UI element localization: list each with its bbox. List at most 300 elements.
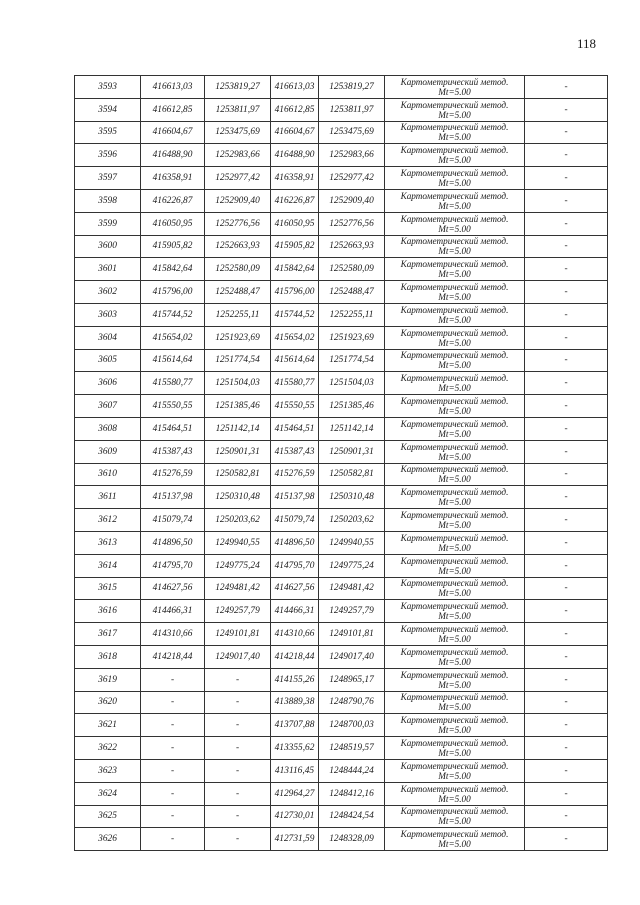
x-new-cell: 414627,56 (271, 577, 319, 600)
method-cell (385, 577, 525, 600)
y-old-cell: - (205, 828, 271, 851)
y-old-cell: 1252580,09 (205, 258, 271, 281)
y-old-cell: 1251774,54 (205, 349, 271, 372)
note-cell: - (525, 167, 608, 190)
method-cell (385, 509, 525, 532)
x-new-cell: 414466,31 (271, 600, 319, 623)
x-old-cell: 416358,91 (141, 167, 205, 190)
method-accuracy: Mt=5.00 (438, 428, 471, 439)
note-cell: - (525, 326, 608, 349)
table-row (75, 828, 608, 851)
y-old-cell: 1249017,40 (205, 645, 271, 668)
table-row (75, 235, 608, 258)
x-new-cell: 415137,98 (271, 486, 319, 509)
x-old-cell: 415387,43 (141, 440, 205, 463)
method-cell (385, 805, 525, 828)
method-cell (385, 98, 525, 121)
y-new-cell: 1248444,24 (319, 759, 385, 782)
x-new-cell: 415905,82 (271, 235, 319, 258)
x-new-cell: 415464,51 (271, 417, 319, 440)
y-new-cell: 1249940,55 (319, 531, 385, 554)
y-new-cell: 1248790,76 (319, 691, 385, 714)
coordinates-table (74, 75, 608, 851)
method-cell (385, 531, 525, 554)
y-old-cell: 1249775,24 (205, 554, 271, 577)
x-old-cell: - (141, 759, 205, 782)
note-cell: - (525, 737, 608, 760)
method-accuracy: Mt=5.00 (438, 474, 471, 485)
note-cell: - (525, 623, 608, 646)
note-cell: - (525, 782, 608, 805)
method-name: Картометрический метод. (400, 578, 509, 589)
method-cell (385, 828, 525, 851)
y-new-cell: 1252488,47 (319, 281, 385, 304)
x-old-cell: 415550,55 (141, 395, 205, 418)
table-row (75, 281, 608, 304)
y-old-cell: 1252909,40 (205, 189, 271, 212)
y-new-cell: 1249775,24 (319, 554, 385, 577)
point-number-cell: 3616 (75, 600, 141, 623)
note-cell: - (525, 121, 608, 144)
x-new-cell: 416613,03 (271, 76, 319, 99)
table-row (75, 463, 608, 486)
x-old-cell: 415276,59 (141, 463, 205, 486)
method-cell (385, 189, 525, 212)
y-new-cell: 1250203,62 (319, 509, 385, 532)
method-name: Картометрический метод. (400, 806, 509, 817)
table-row (75, 121, 608, 144)
note-cell: - (525, 577, 608, 600)
table-row (75, 144, 608, 167)
method-accuracy: Mt=5.00 (438, 656, 471, 667)
point-number-cell: 3624 (75, 782, 141, 805)
x-new-cell: 415842,64 (271, 258, 319, 281)
page-number: 118 (576, 36, 596, 51)
x-new-cell: 415744,52 (271, 303, 319, 326)
x-new-cell: 415614,64 (271, 349, 319, 372)
table-row (75, 531, 608, 554)
method-name: Картометрический метод. (400, 418, 509, 429)
method-cell (385, 121, 525, 144)
y-new-cell: 1251142,14 (319, 417, 385, 440)
point-number-cell: 3611 (75, 486, 141, 509)
y-old-cell: 1250310,48 (205, 486, 271, 509)
x-new-cell: 414218,44 (271, 645, 319, 668)
method-name: Картометрический метод. (400, 396, 509, 407)
point-number-cell: 3625 (75, 805, 141, 828)
x-new-cell: 415276,59 (271, 463, 319, 486)
table-row (75, 509, 608, 532)
y-new-cell: 1252909,40 (319, 189, 385, 212)
note-cell: - (525, 189, 608, 212)
x-new-cell: 416358,91 (271, 167, 319, 190)
method-cell (385, 303, 525, 326)
x-new-cell: 415580,77 (271, 372, 319, 395)
note-cell: - (525, 98, 608, 121)
y-new-cell: 1248412,16 (319, 782, 385, 805)
x-old-cell: 415744,52 (141, 303, 205, 326)
method-accuracy: Mt=5.00 (438, 109, 471, 120)
method-name: Картометрический метод. (400, 532, 509, 543)
method-cell (385, 144, 525, 167)
y-old-cell: 1250203,62 (205, 509, 271, 532)
method-cell (385, 258, 525, 281)
point-number-cell: 3596 (75, 144, 141, 167)
y-new-cell: 1248965,17 (319, 668, 385, 691)
note-cell: - (525, 691, 608, 714)
point-number-cell: 3597 (75, 167, 141, 190)
y-new-cell: 1248328,09 (319, 828, 385, 851)
method-cell (385, 417, 525, 440)
table-row (75, 212, 608, 235)
method-accuracy: Mt=5.00 (438, 314, 471, 325)
note-cell: - (525, 258, 608, 281)
point-number-cell: 3604 (75, 326, 141, 349)
x-old-cell: - (141, 714, 205, 737)
point-number-cell: 3617 (75, 623, 141, 646)
y-new-cell: 1253811,97 (319, 98, 385, 121)
method-accuracy: Mt=5.00 (438, 451, 471, 462)
y-new-cell: 1248700,03 (319, 714, 385, 737)
x-old-cell: 414218,44 (141, 645, 205, 668)
table-row (75, 805, 608, 828)
y-new-cell: 1252977,42 (319, 167, 385, 190)
x-old-cell: 415464,51 (141, 417, 205, 440)
table-row (75, 737, 608, 760)
point-number-cell: 3622 (75, 737, 141, 760)
y-new-cell: 1249257,79 (319, 600, 385, 623)
method-cell (385, 714, 525, 737)
method-name: Картометрический метод. (400, 259, 509, 270)
y-old-cell: 1250582,81 (205, 463, 271, 486)
point-number-cell: 3621 (75, 714, 141, 737)
note-cell: - (525, 372, 608, 395)
method-accuracy: Mt=5.00 (438, 725, 471, 736)
note-cell: - (525, 281, 608, 304)
method-accuracy: Mt=5.00 (438, 86, 471, 97)
x-old-cell: 415654,02 (141, 326, 205, 349)
point-number-cell: 3595 (75, 121, 141, 144)
point-number-cell: 3626 (75, 828, 141, 851)
method-cell (385, 235, 525, 258)
method-name: Картометрический метод. (400, 122, 509, 133)
x-new-cell: 416050,95 (271, 212, 319, 235)
y-new-cell: 1250582,81 (319, 463, 385, 486)
method-name: Картометрический метод. (400, 669, 509, 680)
method-name: Картометрический метод. (400, 624, 509, 635)
method-name: Картометрический метод. (400, 327, 509, 338)
x-new-cell: 414896,50 (271, 531, 319, 554)
method-name: Картометрический метод. (400, 99, 509, 110)
point-number-cell: 3593 (75, 76, 141, 99)
x-new-cell: 413889,38 (271, 691, 319, 714)
note-cell: - (525, 440, 608, 463)
x-old-cell: 414466,31 (141, 600, 205, 623)
point-number-cell: 3610 (75, 463, 141, 486)
x-old-cell: 415137,98 (141, 486, 205, 509)
method-accuracy: Mt=5.00 (438, 246, 471, 257)
y-new-cell: 1252580,09 (319, 258, 385, 281)
method-name: Картометрический метод. (400, 236, 509, 247)
y-old-cell: 1253819,27 (205, 76, 271, 99)
x-old-cell: 415842,64 (141, 258, 205, 281)
method-name: Картометрический метод. (400, 601, 509, 612)
table-row (75, 167, 608, 190)
y-old-cell: 1251142,14 (205, 417, 271, 440)
y-old-cell: 1251923,69 (205, 326, 271, 349)
table-row (75, 189, 608, 212)
method-name: Картометрический метод. (400, 168, 509, 179)
y-old-cell: - (205, 691, 271, 714)
note-cell: - (525, 486, 608, 509)
x-old-cell: - (141, 737, 205, 760)
note-cell: - (525, 417, 608, 440)
method-cell (385, 759, 525, 782)
x-old-cell: 415796,00 (141, 281, 205, 304)
y-old-cell: 1249101,81 (205, 623, 271, 646)
x-old-cell: 416612,85 (141, 98, 205, 121)
x-old-cell: 416604,67 (141, 121, 205, 144)
table-row (75, 554, 608, 577)
method-cell (385, 554, 525, 577)
method-name: Картометрический метод. (400, 145, 509, 156)
method-name: Картометрический метод. (400, 464, 509, 475)
y-new-cell: 1248519,57 (319, 737, 385, 760)
table-row (75, 668, 608, 691)
x-new-cell: 412730,01 (271, 805, 319, 828)
x-old-cell: 414627,56 (141, 577, 205, 600)
table-row (75, 349, 608, 372)
point-number-cell: 3594 (75, 98, 141, 121)
method-name: Картометрический метод. (400, 510, 509, 521)
method-cell (385, 372, 525, 395)
method-accuracy: Mt=5.00 (438, 611, 471, 622)
y-old-cell: 1250901,31 (205, 440, 271, 463)
y-old-cell: 1251504,03 (205, 372, 271, 395)
x-new-cell: 415796,00 (271, 281, 319, 304)
table-row (75, 326, 608, 349)
note-cell: - (525, 600, 608, 623)
method-accuracy: Mt=5.00 (438, 634, 471, 645)
method-accuracy: Mt=5.00 (438, 406, 471, 417)
method-accuracy: Mt=5.00 (438, 565, 471, 576)
method-name: Картометрический метод. (400, 692, 509, 703)
x-old-cell: 414896,50 (141, 531, 205, 554)
y-old-cell: 1249257,79 (205, 600, 271, 623)
note-cell: - (525, 463, 608, 486)
method-accuracy: Mt=5.00 (438, 588, 471, 599)
table-row (75, 714, 608, 737)
point-number-cell: 3602 (75, 281, 141, 304)
note-cell: - (525, 235, 608, 258)
y-old-cell: 1252776,56 (205, 212, 271, 235)
y-new-cell: 1248424,54 (319, 805, 385, 828)
method-accuracy: Mt=5.00 (438, 748, 471, 758)
x-new-cell: 415079,74 (271, 509, 319, 532)
method-cell (385, 440, 525, 463)
note-cell: - (525, 531, 608, 554)
x-new-cell: 415550,55 (271, 395, 319, 418)
method-accuracy: Mt=5.00 (438, 200, 471, 211)
x-old-cell: - (141, 828, 205, 851)
point-number-cell: 3614 (75, 554, 141, 577)
x-new-cell: 415654,02 (271, 326, 319, 349)
method-cell (385, 76, 525, 99)
note-cell: - (525, 509, 608, 532)
method-cell (385, 486, 525, 509)
note-cell: - (525, 212, 608, 235)
method-accuracy: Mt=5.00 (438, 292, 471, 303)
y-new-cell: 1250310,48 (319, 486, 385, 509)
y-old-cell: 1251385,46 (205, 395, 271, 418)
method-name: Картометрический метод. (400, 487, 509, 498)
y-new-cell: 1249017,40 (319, 645, 385, 668)
x-new-cell: 416612,85 (271, 98, 319, 121)
x-old-cell: 416488,90 (141, 144, 205, 167)
y-new-cell: 1252255,11 (319, 303, 385, 326)
note-cell: - (525, 554, 608, 577)
method-name: Картометрический метод. (400, 738, 509, 748)
x-new-cell: 416226,87 (271, 189, 319, 212)
x-new-cell: 414310,66 (271, 623, 319, 646)
table-row (75, 98, 608, 121)
method-name: Картометрический метод. (400, 373, 509, 384)
y-new-cell: 1250901,31 (319, 440, 385, 463)
method-accuracy: Mt=5.00 (438, 542, 471, 553)
method-accuracy: Mt=5.00 (438, 269, 471, 280)
y-old-cell: 1252663,93 (205, 235, 271, 258)
point-number-cell: 3608 (75, 417, 141, 440)
method-cell (385, 212, 525, 235)
method-name: Картометрический метод. (400, 441, 509, 452)
table-row (75, 417, 608, 440)
point-number-cell: 3613 (75, 531, 141, 554)
table-row (75, 486, 608, 509)
x-old-cell: 414310,66 (141, 623, 205, 646)
method-cell (385, 463, 525, 486)
y-old-cell: - (205, 759, 271, 782)
point-number-cell: 3615 (75, 577, 141, 600)
x-old-cell: - (141, 805, 205, 828)
method-accuracy: Mt=5.00 (438, 132, 471, 143)
y-old-cell: 1252977,42 (205, 167, 271, 190)
method-cell (385, 737, 525, 760)
table-row (75, 303, 608, 326)
y-new-cell: 1249101,81 (319, 623, 385, 646)
note-cell: - (525, 668, 608, 691)
method-name: Картометрический метод. (400, 646, 509, 657)
x-old-cell: - (141, 668, 205, 691)
method-cell (385, 395, 525, 418)
x-old-cell: 416613,03 (141, 76, 205, 99)
x-new-cell: 415387,43 (271, 440, 319, 463)
note-cell: - (525, 303, 608, 326)
y-old-cell: 1249481,42 (205, 577, 271, 600)
note-cell: - (525, 395, 608, 418)
method-accuracy: Mt=5.00 (438, 223, 471, 234)
y-new-cell: 1253475,69 (319, 121, 385, 144)
method-accuracy: Mt=5.00 (438, 178, 471, 189)
table-row (75, 372, 608, 395)
x-new-cell: 413707,88 (271, 714, 319, 737)
point-number-cell: 3619 (75, 668, 141, 691)
table-row (75, 623, 608, 646)
method-name: Картометрический метод. (400, 760, 509, 771)
x-new-cell: 414155,26 (271, 668, 319, 691)
method-accuracy: Mt=5.00 (438, 702, 471, 713)
method-accuracy: Mt=5.00 (438, 497, 471, 508)
method-cell (385, 326, 525, 349)
y-old-cell: - (205, 714, 271, 737)
y-new-cell: 1253819,27 (319, 76, 385, 99)
method-accuracy: Mt=5.00 (438, 793, 471, 804)
point-number-cell: 3607 (75, 395, 141, 418)
x-old-cell: 414795,70 (141, 554, 205, 577)
note-cell: - (525, 144, 608, 167)
table-row (75, 76, 608, 99)
x-new-cell: 412964,27 (271, 782, 319, 805)
table-row (75, 645, 608, 668)
method-accuracy: Mt=5.00 (438, 816, 471, 827)
method-cell (385, 623, 525, 646)
table-row (75, 691, 608, 714)
point-number-cell: 3599 (75, 212, 141, 235)
x-new-cell: 416604,67 (271, 121, 319, 144)
x-old-cell: 415079,74 (141, 509, 205, 532)
method-accuracy: Mt=5.00 (438, 360, 471, 371)
point-number-cell: 3612 (75, 509, 141, 532)
x-old-cell: 416050,95 (141, 212, 205, 235)
method-accuracy: Mt=5.00 (438, 679, 471, 690)
method-name: Картометрический метод. (400, 304, 509, 315)
y-new-cell: 1251923,69 (319, 326, 385, 349)
x-new-cell: 414795,70 (271, 554, 319, 577)
method-accuracy: Mt=5.00 (438, 770, 471, 781)
method-name: Картометрический метод. (400, 190, 509, 201)
x-new-cell: 413355,62 (271, 737, 319, 760)
y-old-cell: 1252488,47 (205, 281, 271, 304)
y-new-cell: 1251774,54 (319, 349, 385, 372)
y-old-cell: - (205, 668, 271, 691)
point-number-cell: 3620 (75, 691, 141, 714)
y-old-cell: - (205, 805, 271, 828)
method-name: Картометрический метод. (400, 350, 509, 361)
method-name: Картометрический метод. (400, 76, 509, 87)
table-row (75, 577, 608, 600)
x-new-cell: 416488,90 (271, 144, 319, 167)
point-number-cell: 3603 (75, 303, 141, 326)
note-cell: - (525, 805, 608, 828)
note-cell: - (525, 76, 608, 99)
table-row (75, 258, 608, 281)
method-name: Картометрический метод. (400, 715, 509, 726)
method-cell (385, 600, 525, 623)
y-new-cell: 1252776,56 (319, 212, 385, 235)
note-cell: - (525, 828, 608, 851)
x-new-cell: 413116,45 (271, 759, 319, 782)
y-new-cell: 1251385,46 (319, 395, 385, 418)
y-old-cell: 1252983,66 (205, 144, 271, 167)
x-old-cell: 416226,87 (141, 189, 205, 212)
method-name: Картометрический метод. (400, 282, 509, 293)
table-row (75, 440, 608, 463)
method-cell (385, 668, 525, 691)
table-row (75, 600, 608, 623)
method-cell (385, 782, 525, 805)
x-old-cell: - (141, 782, 205, 805)
method-cell (385, 645, 525, 668)
table-row (75, 759, 608, 782)
